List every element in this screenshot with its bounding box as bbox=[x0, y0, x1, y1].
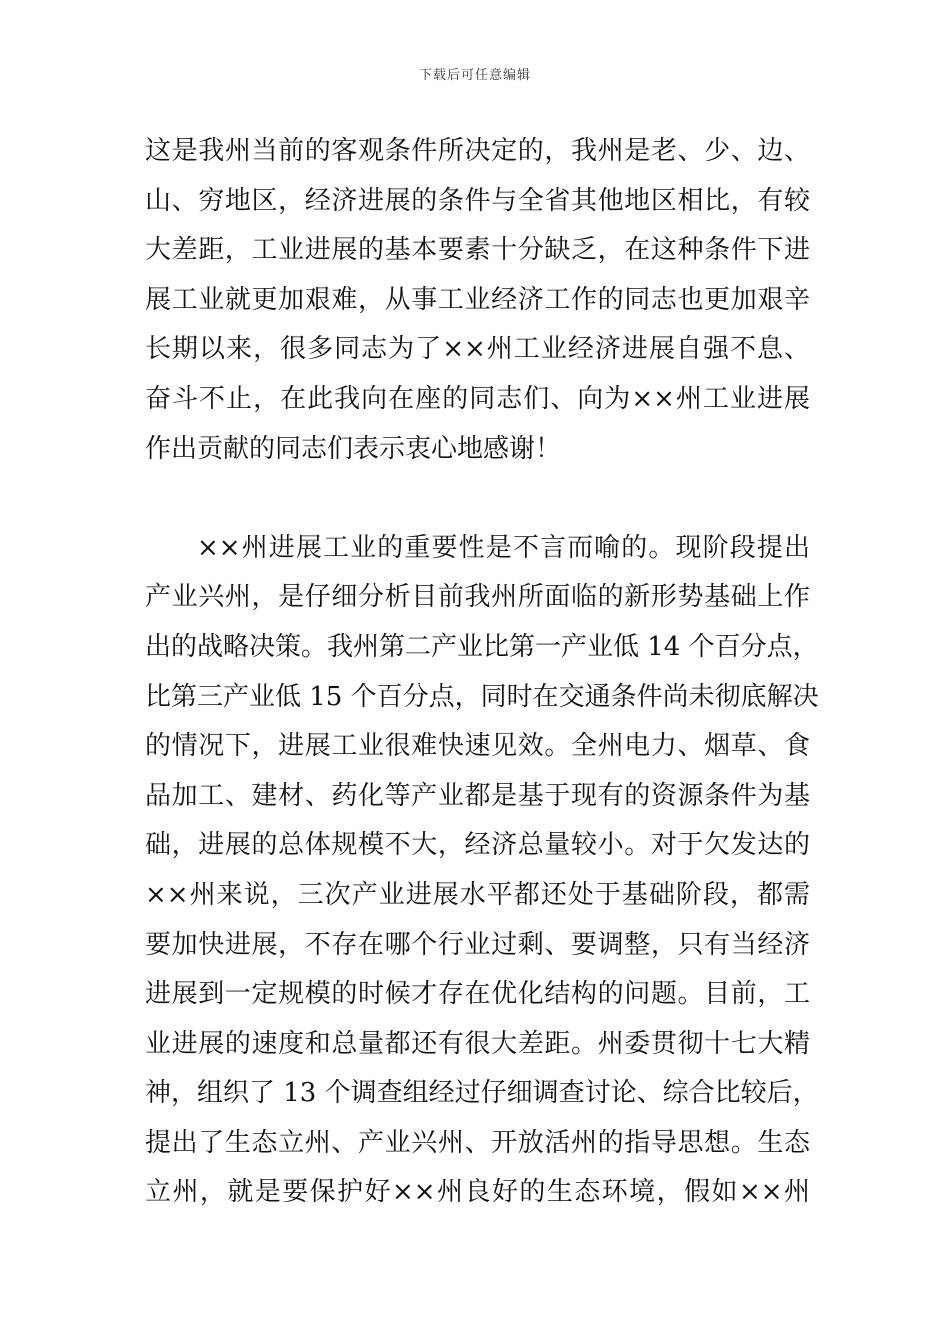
paragraph-line: 比第三产业低 15 个百分点，同时在交通条件尚未彻底解决 bbox=[145, 681, 819, 712]
paragraph-2 bbox=[145, 524, 819, 1218]
paragraph-line: 品加工、建材、药化等产业都是基于现有的资源条件为基 bbox=[145, 780, 810, 811]
paragraph-line: 要加快进展，不存在哪个行业过剩、要调整，只有当经济 bbox=[145, 929, 810, 960]
paragraph-line: 长期以来，很多同志为了××州工业经济进展自强不息、 bbox=[145, 334, 810, 365]
paragraph-line: 进展到一定规模的时候才存在优化结构的问题。目前，工 bbox=[145, 979, 810, 1010]
paragraph-line: ××州来说，三次产业进展水平都还处于基础阶段，都需 bbox=[145, 879, 810, 910]
paragraph-line: 这是我州当前的客观条件所决定的，我州是老、少、边、 bbox=[145, 136, 810, 166]
paragraph-line: 业进展的速度和总量都还有很大差距。州委贯彻十七大精 bbox=[145, 1028, 810, 1059]
paragraph-line: 展工业就更加艰难，从事工业经济工作的同志也更加艰辛 bbox=[145, 284, 810, 315]
paragraph-line: 立州，就是要保护好××州良好的生态环境，假如××州 bbox=[145, 1177, 810, 1208]
paragraph-line: 神，组织了 13 个调查组经过仔细调查讨论、综合比较后， bbox=[145, 1078, 819, 1109]
paragraph-line: 山、穷地区，经济进展的条件与全省其他地区相比，有较 bbox=[145, 185, 810, 216]
paragraph-line: 础，进展的总体规模不大，经济总量较小。对于欠发达的 bbox=[145, 830, 810, 861]
paragraph-1 bbox=[145, 127, 810, 474]
paragraph-line: 大差距，工业进展的基本要素十分缺乏，在这种条件下进 bbox=[145, 235, 810, 266]
paragraph-gap bbox=[145, 474, 810, 524]
paragraph-line: 作出贡献的同志们表示衷心地感谢！ bbox=[145, 433, 562, 464]
page-header: 下载后可任意编辑 bbox=[418, 68, 531, 83]
paragraph-line: 出的战略决策。我州第二产业比第一产业低 14 个百分点， bbox=[145, 631, 819, 662]
paragraph-line: 的情况下，进展工业很难快速见效。全州电力、烟草、食 bbox=[145, 731, 810, 762]
paragraph-line: 产业兴州，是仔细分析目前我州所面临的新形势基础上作 bbox=[145, 582, 810, 613]
paragraph-line: 奋斗不止，在此我向在座的同志们、向为××州工业进展 bbox=[145, 383, 810, 414]
paragraph-line: 提出了生态立州、产业兴州、开放活州的指导思想。生态 bbox=[145, 1127, 810, 1158]
document-body bbox=[145, 127, 819, 1218]
paragraph-line: ××州进展工业的重要性是不言而喻的。现阶段提出 bbox=[197, 532, 810, 563]
